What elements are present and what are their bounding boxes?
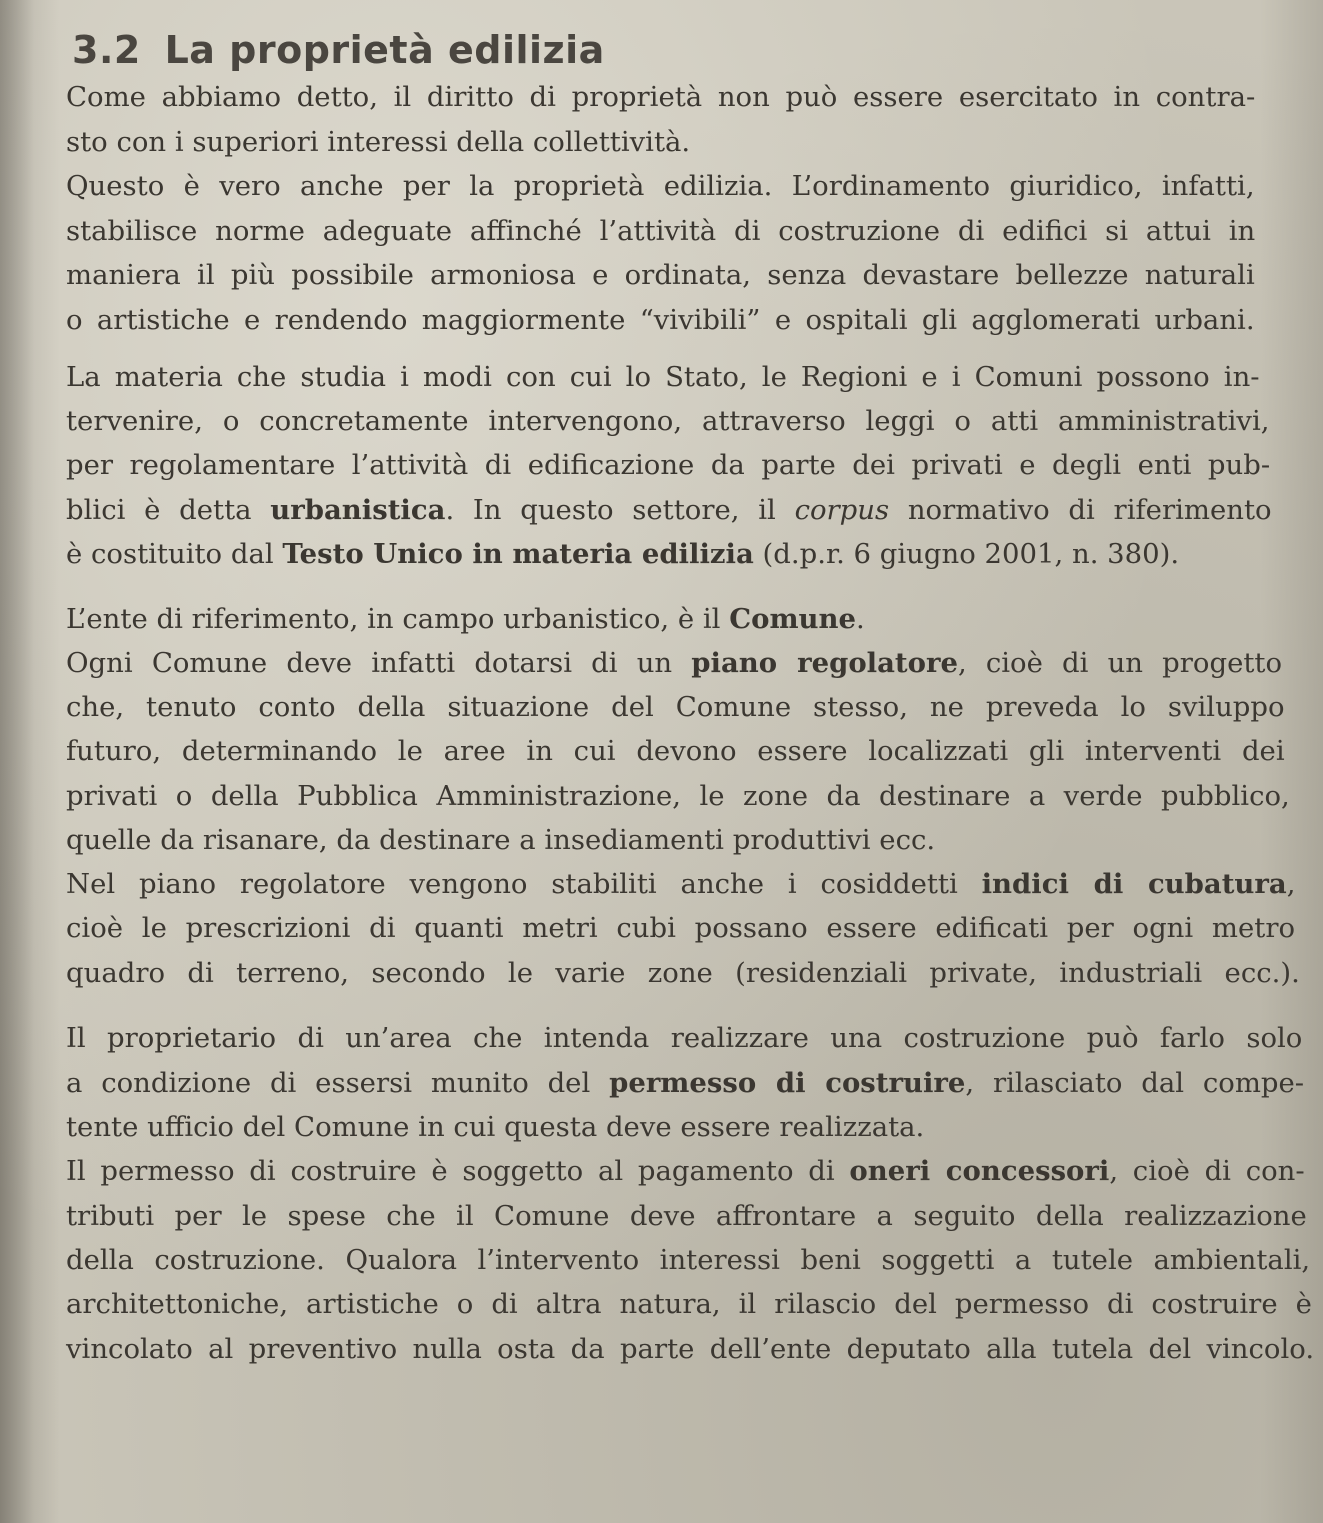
text-line (66, 1022, 1303, 1054)
text-run: maniera il più possibile armoniosa e ordinata, senza devastare bellezze naturali (66, 259, 1255, 291)
text-line (66, 603, 865, 635)
section-title: La proprietà edilizia (164, 28, 605, 72)
bold-term: urbanistica (270, 494, 446, 526)
text-run: blici è detta (66, 494, 271, 526)
text-run: architettoniche, artistiche o di altra natura, il rilascio del permesso di costruire è (66, 1288, 1312, 1320)
text-line (66, 1067, 1305, 1099)
text-run: Come abbiamo detto, il diritto di proprietà non può essere esercitato in contra- (66, 81, 1256, 113)
text-run: a condizione di essersi munito del (66, 1067, 610, 1099)
text-run: L’ente di riferimento, in campo urbanistico, è il (66, 603, 730, 635)
text-line (66, 538, 1180, 570)
text-run: della costruzione. Qualora l’intervento interessi beni soggetti a tutele ambientali, (66, 1244, 1311, 1276)
text-run: normativo di riferimento (889, 494, 1272, 526)
text-run: cioè le prescrizioni di quanti metri cubi possano essere edificati per ogni metro (66, 912, 1296, 944)
bold-term: Comune (729, 603, 857, 635)
text-run: Il permesso di costruire è soggetto al pagamento di (66, 1155, 850, 1187)
text-run: vincolato al preventivo nulla osta da parte dell’ente deputato alla tutela del vincolo. (66, 1333, 1315, 1365)
text-line (66, 824, 936, 856)
text-run: quadro di terreno, secondo le varie zone (residenziali private, industriali ecc.). (66, 957, 1300, 989)
italic-term: corpus (794, 494, 890, 526)
bold-term: oneri concessori (849, 1155, 1110, 1187)
text-run: tervenire, o concretamente intervengono, attraverso leggi o atti amministrativi, (66, 405, 1270, 437)
text-run: privati o della Pubblica Amministrazione, le zone da destinare a verde pubblico, (66, 780, 1290, 812)
bold-term: Testo Unico in materia edilizia (282, 538, 754, 570)
text-run: o artistiche e rendendo maggiormente “vivibili” e ospitali gli agglomerati urbani. (66, 304, 1255, 336)
text-run: futuro, determinando le aree in cui devono essere localizzati gli interventi dei (66, 735, 1285, 767)
text-line (66, 1155, 1305, 1187)
text-line (66, 1244, 1311, 1276)
text-line (66, 1111, 925, 1143)
text-run: tente ufficio del Comune in cui questa deve essere realizzata. (66, 1111, 925, 1143)
bold-term: piano regolatore (691, 647, 958, 679)
text-line (66, 912, 1296, 944)
bold-term: permesso di costruire (609, 1067, 966, 1099)
bold-term: indici di cubatura (981, 868, 1287, 900)
text-run: tributi per le spese che il Comune deve affrontare a seguito della realizzazione (66, 1200, 1307, 1232)
text-line (66, 449, 1271, 481)
text-run: . (856, 603, 865, 635)
text-line (66, 81, 1256, 113)
text-run: Nel piano regolatore vengono stabiliti anche i cosiddetti (66, 868, 982, 900)
section-number: 3.2 (72, 28, 141, 72)
text-line (66, 494, 1272, 526)
text-line (66, 957, 1300, 989)
text-line (66, 259, 1255, 291)
text-run: , cioè di un progetto (957, 647, 1283, 679)
text-line (66, 1288, 1312, 1320)
text-line (66, 868, 1296, 900)
text-run: è costituito dal (66, 538, 283, 570)
text-run: Ogni Comune deve infatti dotarsi di un (66, 647, 692, 679)
text-line (66, 780, 1290, 812)
text-run: , (1286, 868, 1296, 900)
text-run: stabilisce norme adeguate affinché l’attività di costruzione di edifici si attui in (66, 215, 1256, 247)
text-run: La materia che studia i modi con cui lo Stato, le Regioni e i Comuni possono in- (66, 361, 1260, 393)
text-line (66, 1333, 1315, 1365)
text-run: sto con i superiori interessi della collettività. (66, 126, 691, 158)
text-run: . In questo settore, il (445, 494, 795, 526)
text-run: , rilasciato dal compe- (965, 1067, 1305, 1099)
text-run: (d.p.r. 6 giugno 2001, n. 380). (753, 538, 1180, 570)
text-run: Questo è vero anche per la proprietà edilizia. L’ordinamento giuridico, infatti, (66, 170, 1255, 202)
text-line (66, 735, 1285, 767)
text-run: per regolamentare l’attività di edificazione da parte dei privati e degli enti pub- (66, 449, 1271, 481)
text-run: Il proprietario di un’area che intenda realizzare una costruzione può farlo solo (66, 1022, 1303, 1054)
text-run: che, tenuto conto della situazione del Comune stesso, ne preveda lo sviluppo (66, 691, 1285, 723)
text-line (66, 215, 1256, 247)
text-run: quelle da risanare, da destinare a insediamenti produttivi ecc. (66, 824, 936, 856)
text-run: , cioè di con- (1109, 1155, 1305, 1187)
text-line (66, 126, 691, 158)
text-line (66, 405, 1270, 437)
text-line (66, 647, 1283, 679)
text-line (66, 691, 1285, 723)
text-line (66, 170, 1255, 202)
text-line (66, 361, 1260, 393)
text-line (66, 1200, 1307, 1232)
text-line (66, 304, 1255, 336)
